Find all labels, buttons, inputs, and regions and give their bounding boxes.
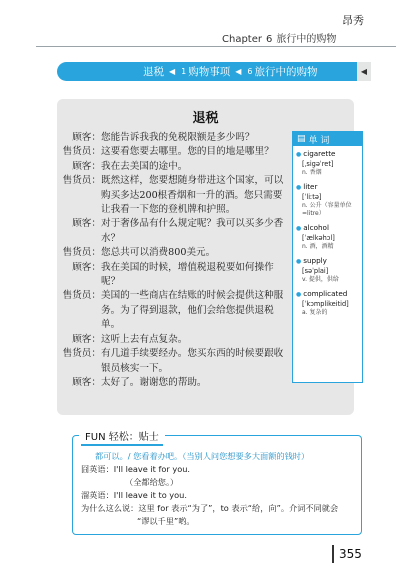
left-arrow-icon: ◀ — [235, 67, 242, 76]
vocab-item — [296, 223, 362, 251]
bullet-icon: ● — [296, 225, 302, 232]
page-number: 355 — [332, 545, 362, 563]
vocab-definition: a. 复杂的 — [302, 309, 328, 316]
vocab-definition: v. 提供，供给 — [302, 276, 339, 283]
vocab-phonetic: [ˈælkəhɔl] — [302, 234, 335, 242]
dialog-line — [57, 174, 287, 217]
vocab-definition: n. 香烟 — [302, 169, 322, 176]
nav-crumb-label: 购物事项 — [188, 66, 231, 78]
fun-question: 都可以。/ 您看着办吧。（当别人问您想要多大面额的钱时） — [95, 451, 310, 461]
speaker-label: 售货员： — [62, 175, 101, 187]
left-arrow-icon: ◀ — [169, 67, 176, 76]
dialog-text: 美国的一些商店在结账的时候会提供这种服务。为了得到退款，他们会给您提供退税单。 — [101, 290, 284, 331]
dialog-line — [57, 131, 287, 145]
dialog-line — [57, 376, 287, 390]
speaker-label: 售货员： — [62, 348, 101, 360]
vocab-phonetic: [ˈliːtə] — [302, 193, 322, 201]
chapter-title: 旅行中的购物 — [276, 34, 337, 45]
bullet-icon: ● — [296, 258, 302, 265]
fun-bad-text: I'll leave it for you. — [113, 464, 190, 474]
fun-good-label: 溜英语： — [81, 490, 114, 500]
vocab-definition: n. 公升（容量单位=litre） — [302, 202, 352, 217]
vocab-item — [296, 149, 362, 177]
nav-back-button[interactable] — [357, 62, 371, 81]
dialog-text: 您总共可以消费800美元。 — [101, 247, 216, 259]
dialog-text: 既然这样，您要想随身带进这个国家，可以购买多达200根香烟和一升的酒。您只需要让我看一下您的登机牌和护照。 — [101, 175, 284, 216]
nav-crumb-travel-shopping[interactable] — [247, 64, 317, 79]
dialog-line — [57, 289, 287, 332]
vocab-word: complicated — [303, 289, 348, 298]
vocab-word: supply — [303, 256, 327, 265]
fun-bad-row — [81, 463, 356, 476]
vocab-word: cigarette — [303, 149, 336, 158]
dialog-text: 我在去美国的途中。 — [101, 160, 188, 172]
dialog-text: 这要看您要去哪里。您的目的地是哪里？ — [101, 146, 274, 158]
dialog-text: 太好了。谢谢您的帮助。 — [101, 376, 207, 388]
speaker-label: 售货员： — [62, 290, 101, 302]
nav-crumb-label: 旅行中的购物 — [254, 66, 318, 78]
dialog-text: 您能告诉我我的免税限额是多少吗？ — [101, 132, 255, 143]
fun-good-row — [81, 489, 356, 502]
fun-why-label: 为什么这么说： — [81, 503, 139, 513]
chapter-heading — [222, 30, 340, 45]
dialog-text: 这听上去有点复杂。 — [101, 333, 188, 345]
dialog-list — [57, 131, 287, 390]
chapter-number: 6 — [265, 34, 273, 45]
fun-bad-translation: （全都给您。） — [125, 477, 179, 487]
fun-tips-box — [72, 432, 362, 535]
dialog-line — [57, 333, 287, 347]
section-nav-bar — [57, 62, 357, 81]
fun-why-text: 这里 for 表示“为了”，to 表示“给，向”。介词不同就会 — [138, 503, 339, 513]
speaker-label: 顾客： — [72, 218, 101, 230]
speaker-label: 售货员： — [62, 146, 101, 158]
fun-tips-title — [79, 428, 165, 443]
speaker-label: 顾客： — [72, 376, 101, 388]
fun-tips-title-text: FUN 轻松：贴士 — [85, 432, 159, 443]
bullet-icon: ● — [296, 151, 302, 158]
fun-why-text-cont: “谬以千里”哟。 — [137, 516, 195, 526]
dialog-line — [57, 347, 287, 376]
chapter-label: Chapter — [222, 34, 262, 45]
speaker-label: 售货员： — [62, 247, 101, 259]
speaker-label: 顾客： — [72, 132, 101, 143]
dialog-text: 对于奢侈品有什么规定呢？我可以买多少香水？ — [101, 218, 284, 244]
panel-title: 退税 — [192, 111, 219, 126]
vocabulary-list — [293, 146, 362, 317]
nav-crumb-shopping-matters[interactable] — [181, 64, 230, 79]
dialog-line — [57, 217, 287, 246]
nav-crumb-number: 1 — [181, 67, 187, 76]
vocab-phonetic: [ˈkɔmplikeitid] — [302, 300, 349, 308]
nav-crumb-number: 6 — [247, 67, 253, 76]
vocabulary-box — [292, 131, 363, 383]
vocab-word: alcohol — [303, 223, 329, 232]
vocab-phonetic: [səˈplai] — [302, 267, 329, 275]
fun-tips-body — [81, 450, 356, 528]
speaker-label: 顾客： — [72, 261, 101, 273]
side-tab-label: 昂秀 — [342, 14, 364, 27]
dialog-line — [57, 160, 287, 174]
fun-good-text: I'll leave it to you. — [113, 490, 187, 500]
left-arrow-icon: ◀ — [360, 67, 368, 76]
dialog-line — [57, 246, 287, 260]
bullet-icon: ● — [296, 291, 302, 298]
vocab-definition: n. 酒，酒精 — [302, 243, 334, 250]
header-divider — [36, 46, 396, 47]
vocabulary-header — [293, 132, 362, 146]
vocab-phonetic: [ˌsigəˈret] — [302, 160, 334, 168]
bullet-icon: ● — [296, 184, 302, 191]
nav-crumb-tax-refund[interactable] — [143, 64, 164, 79]
vocab-item — [296, 182, 362, 218]
book-icon: ▤ — [297, 134, 306, 144]
speaker-label: 顾客： — [72, 160, 101, 172]
dialog-line — [57, 145, 287, 159]
fun-why-row — [81, 502, 356, 515]
fun-bad-label: 囧英语： — [81, 464, 114, 474]
speaker-label: 顾客： — [72, 333, 101, 345]
dialog-text: 我在美国的时候，增值税退税要如何操作呢？ — [101, 261, 274, 288]
vocab-word: liter — [303, 182, 318, 191]
dialog-line — [57, 261, 287, 290]
vocabulary-title: 单 词 — [308, 135, 330, 146]
dialog-text: 有几道手续要经办。您买东西的时候要跟收银员核实一下。 — [101, 348, 284, 374]
nav-crumb-label: 退税 — [143, 66, 164, 78]
vocab-item — [296, 256, 362, 284]
title-underline — [81, 444, 163, 446]
vocab-item — [296, 289, 362, 317]
